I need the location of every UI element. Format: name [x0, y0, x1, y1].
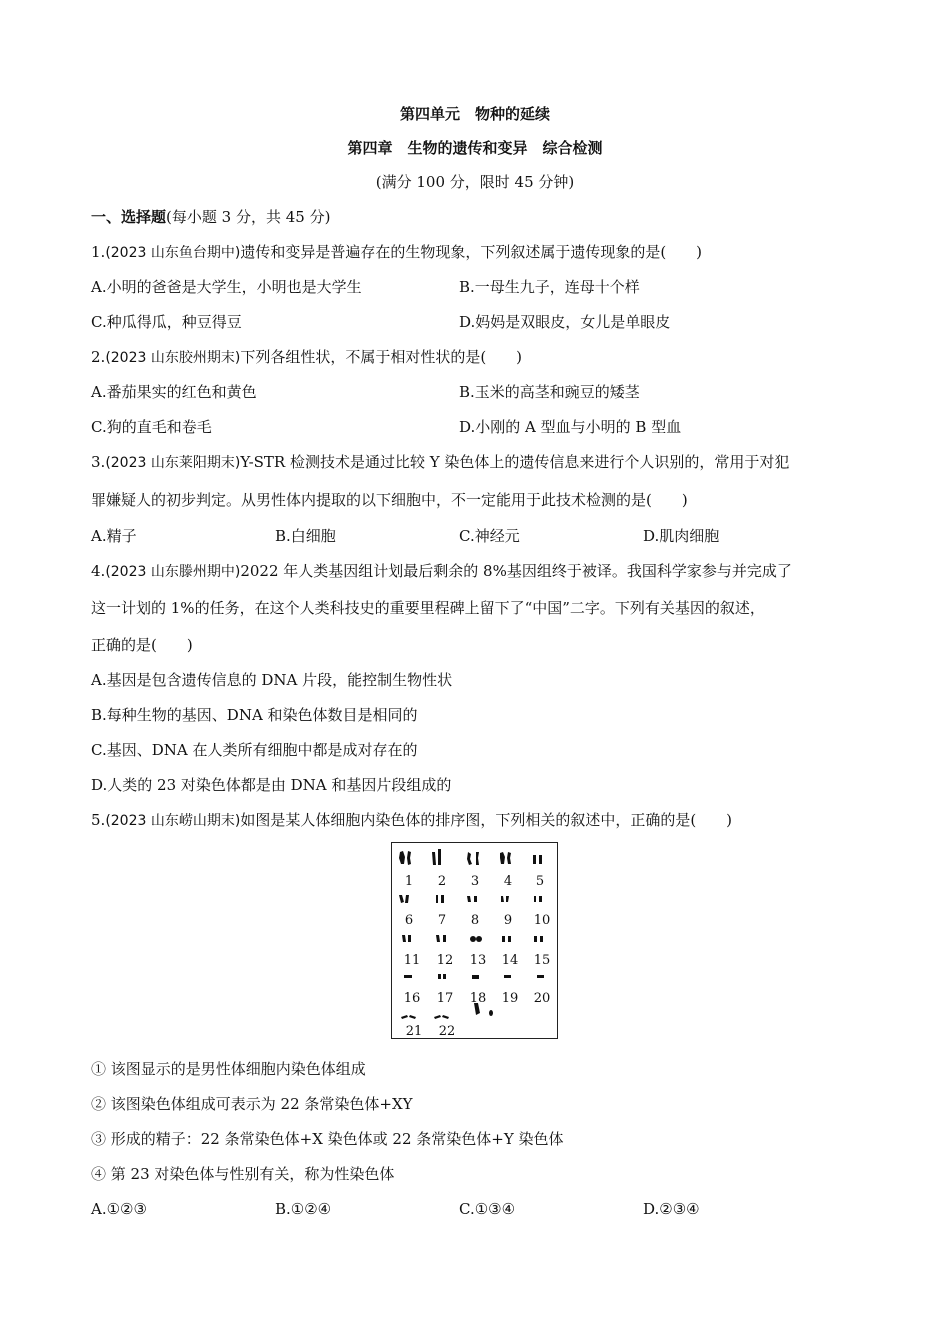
option-d[interactable]: D.人类的 23 对染色体都是由 DNA 和基因片段组成的 [91, 776, 452, 794]
karyotype-label: 3 [470, 874, 480, 889]
statement-2: ② 该图染色体组成可表示为 22 条常染色体+XY [91, 1095, 413, 1113]
question-source: (2023 山东滕州期中) [105, 564, 241, 580]
karyotype-label: 5 [535, 874, 545, 889]
karyotype-label: 2 [437, 874, 447, 889]
question-text: 如图是某人体细胞内染色体的排序图，下列相关的叙述中，正确的是( ) [240, 811, 733, 829]
question-text: Y-STR 检测技术是通过比较 Y 染色体上的遗传信息来进行个人识别的，常用于对犯 [240, 453, 790, 471]
statement-1: ① 该图显示的是男性体细胞内染色体组成 [91, 1060, 366, 1078]
option-c[interactable]: C.狗的直毛和卷毛 [91, 418, 212, 436]
karyotype-label: 10 [533, 913, 551, 928]
karyotype-label: 8 [470, 913, 480, 928]
statement-3: ③ 形成的精子：22 条常染色体+X 染色体或 22 条常染色体+Y 染色体 [91, 1130, 564, 1148]
statement-4: ④ 第 23 对染色体与性别有关，称为性染色体 [91, 1165, 395, 1183]
karyotype-label: 12 [436, 953, 454, 968]
question-1 [91, 242, 702, 263]
karyotype-label: 14 [501, 953, 519, 968]
karyotype-label: 1 [404, 874, 414, 889]
option-d[interactable]: D.②③④ [643, 1200, 700, 1218]
option-d[interactable]: D.肌肉细胞 [643, 527, 720, 545]
question-number: 4. [91, 562, 106, 580]
question-text-continued: 正确的是( ) [91, 636, 193, 654]
option-c[interactable]: C.神经元 [459, 527, 520, 545]
option-b[interactable]: B.白细胞 [275, 527, 336, 545]
question-source: (2023 山东胶州期末) [105, 350, 241, 366]
question-text: 下列各组性状，不属于相对性状的是( ) [240, 348, 523, 366]
karyotype-label: 20 [533, 991, 551, 1006]
question-number: 5. [91, 811, 106, 829]
question-source: (2023 山东莱阳期末) [105, 455, 241, 471]
option-b[interactable]: B.①②④ [275, 1200, 332, 1218]
question-5 [91, 810, 732, 831]
option-a[interactable]: A.①②③ [91, 1200, 147, 1218]
option-c[interactable]: C.基因、DNA 在人类所有细胞中都是成对存在的 [91, 741, 418, 759]
karyotype-label: 19 [501, 991, 519, 1006]
score-info: (满分 100 分，限时 45 分钟) [375, 173, 575, 191]
question-number: 3. [91, 453, 106, 471]
karyotype-drawing [392, 843, 557, 1038]
karyotype-label: 16 [403, 991, 421, 1006]
question-2 [91, 347, 522, 368]
option-c[interactable]: C.①③④ [459, 1200, 516, 1218]
karyotype-label: 6 [404, 913, 414, 928]
option-b[interactable]: B.每种生物的基因、DNA 和染色体数目是相同的 [91, 706, 418, 724]
karyotype-label: 9 [503, 913, 513, 928]
question-text-continued: 罪嫌疑人的初步判定。从男性体内提取的以下细胞中，不一定能用于此技术检测的是( ) [91, 491, 688, 509]
karyotype-label: 22 [438, 1024, 456, 1038]
section-heading [91, 207, 330, 227]
question-text: 2022 年人类基因组计划最后剩余的 8%基因组终于被译。我国科学家参与并完成了 [240, 562, 792, 580]
question-number: 1. [91, 243, 106, 261]
option-d[interactable]: D.小刚的 A 型血与小明的 B 型血 [459, 418, 682, 436]
section-title: 一、选择题 [91, 208, 167, 226]
option-c[interactable]: C.种瓜得瓜，种豆得豆 [91, 313, 242, 331]
option-a[interactable]: A.精子 [91, 527, 137, 545]
section-note: (每小题 3 分，共 45 分) [166, 208, 331, 226]
karyotype-label: 15 [533, 953, 551, 968]
question-source: (2023 山东鱼台期中) [105, 245, 241, 261]
question-4 [91, 561, 792, 582]
karyotype-figure [391, 842, 558, 1039]
question-3 [91, 452, 789, 473]
karyotype-label: 13 [469, 953, 487, 968]
chapter-title: 第四章 生物的遗传和变异 综合检测 [347, 139, 603, 157]
karyotype-label: 17 [436, 991, 454, 1006]
karyotype-label: 21 [405, 1024, 423, 1038]
option-a[interactable]: A.小明的爸爸是大学生，小明也是大学生 [91, 278, 362, 296]
question-number: 2. [91, 348, 106, 366]
option-d[interactable]: D.妈妈是双眼皮，女儿是单眼皮 [459, 313, 671, 331]
option-b[interactable]: B.一母生九子，连母十个样 [459, 278, 640, 296]
karyotype-label: 11 [403, 953, 421, 968]
question-text: 遗传和变异是普遍存在的生物现象，下列叙述属于遗传现象的是( ) [240, 243, 703, 261]
question-source: (2023 山东崂山期末) [105, 813, 241, 829]
option-a[interactable]: A.番茄果实的红色和黄色 [91, 383, 257, 401]
karyotype-label: 18 [469, 991, 487, 1006]
option-a[interactable]: A.基因是包含遗传信息的 DNA 片段，能控制生物性状 [91, 671, 453, 689]
question-text-continued: 这一计划的 1%的任务，在这个人类科技史的重要里程碑上留下了“中国”二字。下列有关基因的叙述， [91, 599, 765, 617]
karyotype-label: 7 [437, 913, 447, 928]
unit-title: 第四单元 物种的延续 [399, 105, 550, 123]
option-b[interactable]: B.玉米的高茎和豌豆的矮茎 [459, 383, 640, 401]
karyotype-label: 4 [503, 874, 513, 889]
